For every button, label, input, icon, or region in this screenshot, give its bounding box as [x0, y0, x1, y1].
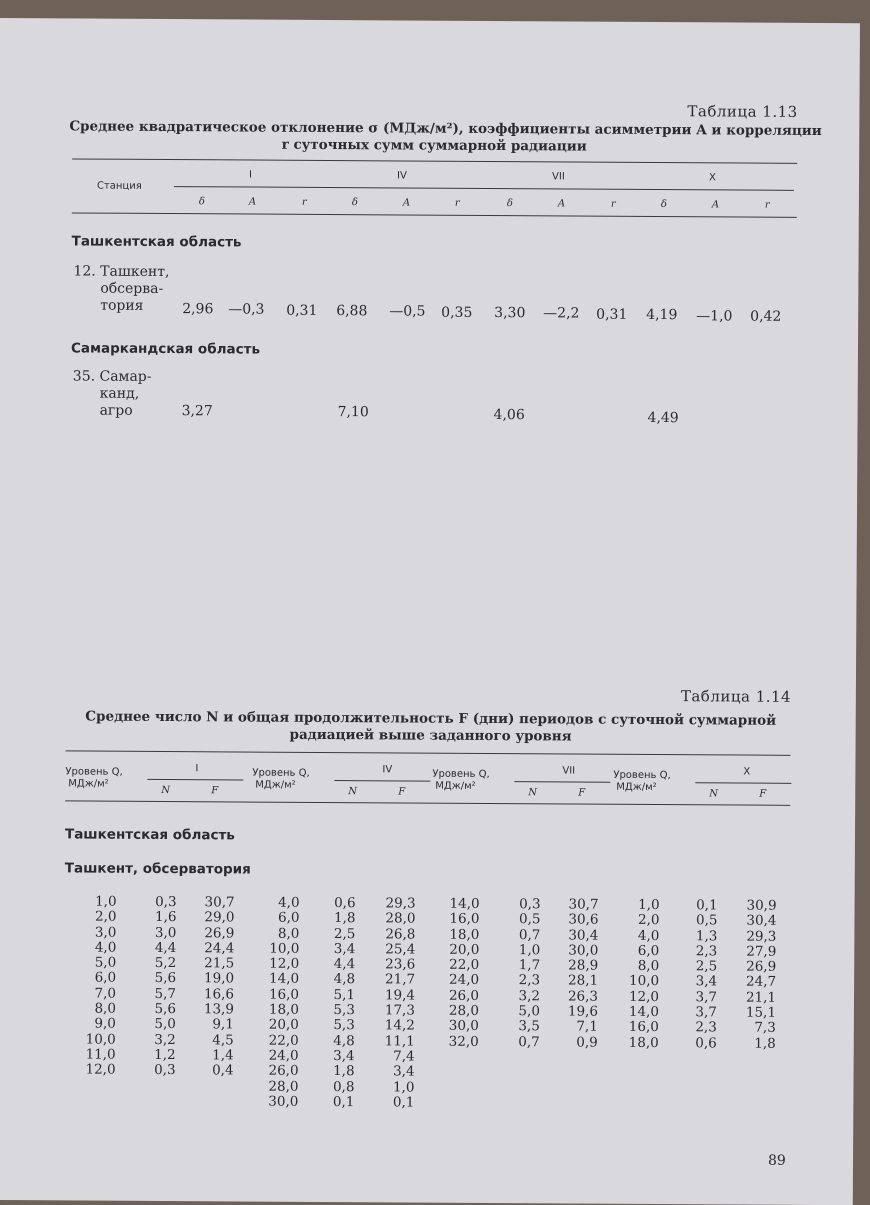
table-cell: 1,6: [154, 909, 177, 926]
table-top-rule: [66, 750, 791, 755]
table-cell: 28,0: [385, 910, 416, 927]
column-n: [518, 897, 540, 1050]
value-cell: 4,19: [646, 307, 678, 324]
table-cell: 29,3: [385, 895, 416, 912]
sub-header-f: F: [759, 788, 767, 800]
table-cell: 3,2: [518, 987, 541, 1005]
table-cell: 8,0: [94, 1000, 116, 1017]
caption-line-1: Среднее квадратическое отклонение σ (МДж/м²), коэффициенты асимметрии A и корреляции: [69, 118, 822, 140]
table-cell: 0,4: [212, 1062, 234, 1079]
table-cell: 24,0: [268, 1047, 299, 1064]
table-cell: 4,5: [212, 1031, 234, 1049]
value-cell: 2,96: [182, 301, 214, 318]
table-cell: 8,0: [277, 925, 300, 942]
table-cell: 4,0: [637, 927, 660, 944]
station-name: 35. Самар- канд, агро: [72, 368, 152, 419]
column-q: [629, 898, 660, 1051]
sub-header: A: [711, 199, 720, 211]
section-heading: Ташкентская область: [64, 826, 235, 844]
table-cell: 26,3: [567, 988, 599, 1005]
table-cell: 18,0: [268, 1001, 299, 1018]
column-q: [449, 897, 480, 1050]
month-header: I: [195, 763, 199, 775]
value-cell: 4,06: [493, 407, 525, 424]
table-cell: 16,0: [628, 1019, 659, 1036]
table-cell: 5,7: [154, 985, 177, 1002]
table-cell: 14,2: [384, 1017, 415, 1034]
table-cell: 30,4: [746, 912, 777, 930]
table-cell: 30,0: [448, 1018, 479, 1035]
value-cell: 0,31: [596, 306, 628, 323]
table-cell: 22,0: [449, 956, 480, 974]
table-cell: 30,6: [568, 911, 599, 928]
table-cell: 5,6: [154, 1001, 176, 1018]
column-n: [333, 896, 356, 1110]
table-cell: 0,6: [334, 895, 356, 912]
header-bottom-rule: [65, 800, 790, 805]
table-cell: 14,0: [269, 971, 300, 988]
table-cell: 1,8: [754, 1035, 776, 1052]
table-cell: 7,0: [94, 985, 117, 1002]
table-cell: 4,0: [278, 894, 300, 911]
table-cell: 12,0: [85, 1061, 116, 1078]
table-cell: 16,6: [203, 986, 235, 1003]
table-cell: 2,3: [518, 972, 541, 989]
table-cell: 16,0: [449, 911, 480, 928]
sub-header: δ: [198, 196, 205, 208]
table-cell: 10,0: [85, 1031, 116, 1048]
table-cell: 3,2: [154, 1031, 176, 1048]
level-header: Уровень Q,: [432, 768, 490, 781]
value-cell: 3,30: [494, 305, 526, 322]
table-cell: 1,0: [392, 1078, 415, 1096]
table-cell: 6,0: [637, 942, 660, 959]
sub-header: A: [557, 198, 566, 210]
station-name: 12. Ташкент, обсерва- тория: [73, 263, 170, 314]
table-cell: 21,7: [385, 971, 416, 989]
table-cell: 9,1: [212, 1016, 234, 1033]
table-cell: 4,4: [154, 939, 177, 956]
column-q: [268, 896, 299, 1110]
table-cell: 11,1: [384, 1033, 415, 1050]
table-cell: 0,9: [576, 1034, 598, 1051]
sub-header-n: N: [161, 784, 171, 797]
station-header: Станция: [96, 180, 142, 192]
table-cell: 0,1: [392, 1094, 415, 1111]
column-f: [568, 897, 599, 1050]
value-cell: —2,2: [543, 305, 580, 322]
table-cell: 23,6: [385, 956, 416, 973]
table-cell: 13,9: [203, 1001, 234, 1018]
table-cell: 7,4: [393, 1048, 415, 1065]
table-cell: 10,0: [269, 940, 300, 957]
table-cell: 30,0: [568, 942, 599, 959]
table-cell: 5,1: [333, 986, 356, 1003]
table-cell: 9,0: [94, 1015, 116, 1033]
table-cell: 14,0: [628, 1003, 659, 1021]
sub-header-f: F: [398, 786, 406, 798]
book-page: [0, 18, 860, 1205]
table-cell: 16,0: [268, 986, 300, 1003]
table-cell: 3,4: [695, 973, 718, 990]
table-cell: 0,3: [154, 1062, 176, 1079]
table-cell: 19,4: [384, 987, 416, 1004]
table-cell: 20,0: [449, 941, 480, 958]
table-cell: 3,0: [154, 924, 177, 941]
table-cell: 3,4: [333, 940, 356, 958]
table-cell: 8,0: [637, 958, 660, 975]
table-cell: 1,3: [695, 927, 718, 944]
table-cell: 0,1: [696, 897, 718, 914]
month-header: X: [709, 172, 716, 184]
table-cell: 5,2: [154, 955, 177, 972]
table-cell: 3,7: [695, 989, 718, 1006]
sub-header: r: [454, 197, 460, 209]
column-f: [746, 899, 777, 1052]
table-1-14-caption: [66, 708, 796, 746]
table-cell: 5,0: [518, 1003, 540, 1020]
table-cell: 17,3: [384, 1002, 415, 1019]
sub-header: δ: [660, 199, 667, 211]
table-1-13-caption: [69, 118, 822, 156]
caption-line-2: радиацией выше заданного уровня: [289, 726, 572, 745]
table-cell: 5,6: [154, 970, 177, 987]
column-n: [154, 895, 177, 1079]
table-cell: 1,8: [333, 1063, 355, 1080]
table-top-rule: [72, 158, 797, 163]
value-cell: 7,10: [337, 404, 369, 421]
table-cell: 2,5: [695, 958, 718, 975]
table-cell: 1,0: [95, 893, 117, 910]
table-cell: 28,9: [568, 957, 599, 974]
table-cell: 12,0: [628, 988, 660, 1005]
sub-header: r: [764, 199, 770, 211]
month-header: X: [743, 766, 751, 778]
table-cell: 28,0: [268, 1078, 299, 1095]
table-cell: 11,0: [85, 1046, 116, 1063]
sub-header-n: N: [528, 787, 538, 799]
table-cell: 18,0: [628, 1034, 659, 1051]
table-cell: 2,3: [695, 1019, 717, 1036]
table-cell: 27,9: [746, 943, 777, 960]
table-cell: 0,7: [518, 1033, 540, 1050]
table-cell: 32,0: [448, 1033, 479, 1050]
value-cell: 0,31: [286, 302, 318, 319]
sub-header-n: N: [709, 788, 719, 800]
column-f: [384, 896, 415, 1110]
table-cell: 0,1: [332, 1093, 355, 1111]
table-cell: 2,3: [695, 943, 718, 960]
column-q: [85, 895, 116, 1079]
table-cell: 22,0: [268, 1032, 299, 1049]
caption-line-1: Среднее число N и общая продолжительность F (дни) периодов с суточной суммарной: [85, 708, 777, 729]
table-cell: 5,0: [94, 954, 117, 971]
table-cell: 24,4: [204, 940, 235, 957]
table-cell: 7,3: [754, 1020, 776, 1037]
table-cell: 4,8: [333, 971, 356, 988]
table-cell: 3,4: [393, 1063, 415, 1080]
table-cell: 14,0: [449, 895, 480, 912]
column-n: [695, 898, 717, 1051]
value-cell: 0,42: [750, 308, 782, 325]
unit-header: МДж/м²: [616, 781, 657, 794]
table-cell: 28,1: [568, 972, 599, 990]
table-cell: 2,5: [333, 925, 356, 942]
table-cell: 1,8: [333, 910, 356, 927]
month-rule: [174, 186, 794, 191]
table-cell: 21,1: [745, 989, 777, 1006]
month-header: VII: [552, 171, 565, 183]
table-cell: 30,7: [204, 894, 235, 911]
table-cell: 29,3: [746, 928, 777, 945]
table-cell: 1,0: [638, 896, 660, 914]
table-cell: 25,4: [385, 941, 416, 958]
table-cell: 7,1: [576, 1018, 598, 1036]
table-cell: 26,9: [204, 924, 235, 942]
month-rule: [334, 780, 430, 782]
table-cell: 30,9: [746, 897, 777, 914]
table-cell: 3,4: [333, 1048, 355, 1065]
table-1-13-label: Таблица 1.13: [687, 102, 798, 121]
month-header: I: [249, 169, 253, 181]
value-cell: 4,49: [647, 409, 679, 427]
table-cell: 26,0: [268, 1062, 299, 1080]
table-cell: 4,8: [333, 1032, 355, 1049]
table-cell: 3,7: [695, 1004, 717, 1021]
value-cell: —1,0: [696, 307, 733, 324]
table-cell: 0,7: [518, 926, 541, 943]
table-cell: 12,0: [269, 955, 300, 973]
column-f: [203, 895, 234, 1079]
table-cell: 0,6: [695, 1034, 717, 1052]
table-cell: 19,0: [204, 970, 235, 987]
month-rule: [514, 781, 610, 783]
month-rule: [147, 779, 243, 781]
unit-header: МДж/м²: [68, 778, 109, 790]
value-cell: 0,35: [441, 304, 473, 321]
table-cell: 1,0: [518, 942, 541, 959]
table-cell: 30,7: [568, 896, 599, 913]
month-header: IV: [382, 764, 393, 776]
sub-header: A: [402, 197, 411, 209]
table-cell: 0,5: [518, 911, 541, 928]
table-cell: 29,0: [204, 909, 235, 926]
sub-header: δ: [351, 197, 358, 209]
table-cell: 15,1: [745, 1004, 776, 1021]
month-header: IV: [397, 170, 407, 182]
table-cell: 3,0: [94, 924, 117, 941]
table-cell: 2,0: [94, 908, 117, 926]
sub-header-f: F: [211, 785, 219, 797]
table-cell: 24,7: [746, 974, 777, 991]
month-header: VII: [562, 765, 576, 777]
table-cell: 6,0: [277, 910, 300, 927]
table-cell: 4,4: [333, 956, 356, 973]
page-number: 89: [767, 1152, 786, 1169]
table-cell: 5,3: [333, 1017, 355, 1034]
table-cell: 0,3: [155, 893, 177, 911]
table-cell: 10,0: [629, 973, 660, 990]
table-cell: 1,4: [212, 1047, 234, 1064]
table-cell: 30,4: [568, 927, 599, 944]
table-cell: 26,9: [746, 958, 777, 975]
table-cell: 30,0: [268, 1093, 299, 1110]
value-cell: —0,3: [228, 301, 265, 318]
value-cell: —0,5: [389, 303, 426, 320]
section-heading: Ташкентская область: [71, 233, 242, 251]
table-1-14-label: Таблица 1.14: [680, 687, 792, 706]
unit-header: МДж/м²: [255, 779, 296, 791]
table-cell: 3,5: [518, 1018, 540, 1035]
level-header: Уровень Q,: [613, 769, 671, 782]
table-cell: 5,0: [154, 1016, 176, 1033]
table-cell: 20,0: [268, 1017, 299, 1034]
sub-header: r: [301, 196, 307, 208]
table-cell: 1,7: [518, 957, 541, 974]
table-cell: 5,3: [333, 1002, 355, 1019]
level-header: Уровень Q,: [252, 767, 310, 779]
sub-header: δ: [506, 198, 513, 210]
caption-line-2: r суточных сумм суммарной радиации: [281, 136, 587, 155]
table-cell: 4,0: [94, 939, 117, 956]
level-header: Уровень Q,: [65, 766, 123, 778]
value-cell: 3,27: [181, 403, 213, 420]
section-heading: Самаркандская область: [70, 340, 261, 358]
table-cell: 2,0: [637, 912, 660, 929]
table-cell: 0,3: [519, 896, 541, 913]
sub-header: r: [610, 198, 616, 210]
table-cell: 6,0: [94, 970, 117, 987]
table-cell: 0,8: [332, 1078, 355, 1095]
month-rule: [695, 782, 791, 784]
table-cell: 21,5: [204, 955, 235, 972]
sub-header-f: F: [578, 787, 586, 799]
unit-header: МДж/м²: [435, 780, 476, 792]
sub-header: A: [248, 196, 257, 208]
table-cell: 18,0: [449, 926, 480, 943]
table-cell: 26,0: [448, 987, 480, 1004]
sub-header-n: N: [348, 786, 358, 798]
table-cell: 0,5: [695, 912, 718, 929]
table-cell: 28,0: [448, 1002, 479, 1020]
table-cell: 24,0: [449, 972, 480, 989]
table-cell: 26,8: [385, 925, 416, 943]
station-heading: Ташкент, обсерватория: [64, 860, 251, 878]
table-cell: 1,2: [154, 1046, 176, 1064]
value-cell: 6,88: [336, 303, 368, 320]
header-bottom-rule: [72, 212, 797, 217]
table-cell: 19,6: [567, 1003, 598, 1020]
